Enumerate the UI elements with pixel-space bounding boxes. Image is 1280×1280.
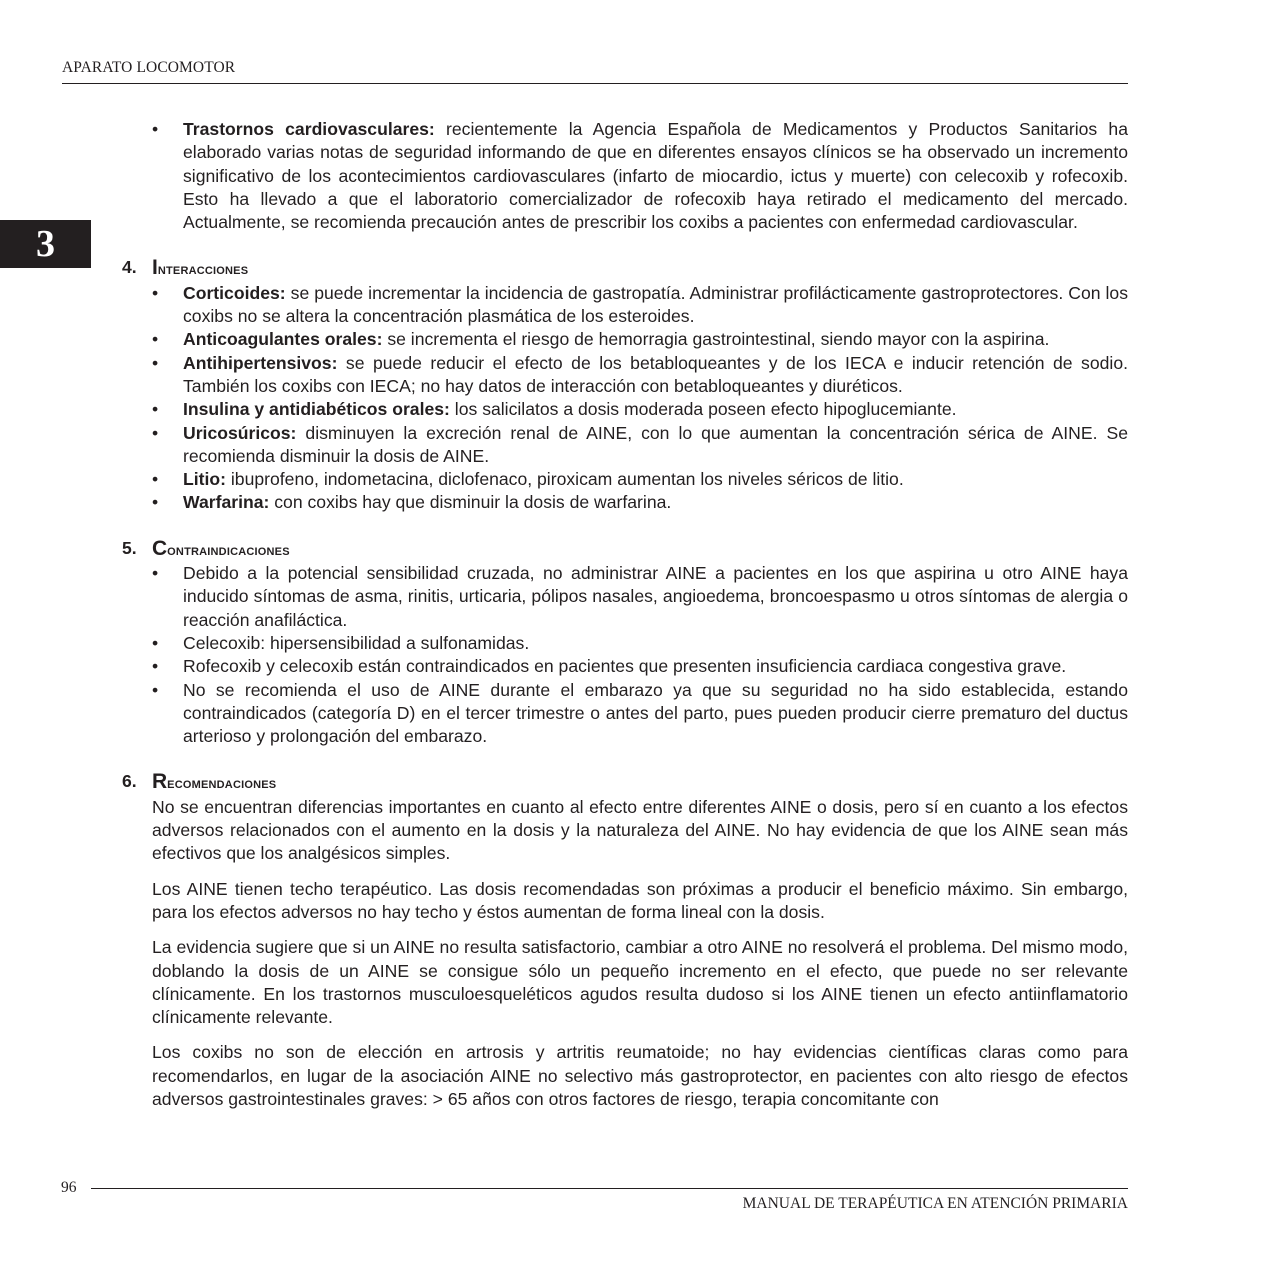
page-content <box>122 118 1128 1123</box>
section-title-initial: C <box>152 536 168 560</box>
section-number: 4. <box>122 257 137 278</box>
section-number: 5. <box>122 537 137 558</box>
section-heading <box>122 537 1128 562</box>
header-rule <box>62 83 1128 84</box>
list-item <box>152 352 1128 399</box>
bullet-lead: Anticoagulantes orales: <box>183 329 383 350</box>
bullet-icon: • <box>152 422 159 443</box>
section-title-initial: R <box>152 770 168 794</box>
paragraph: La evidencia sugiere que si un AINE no resulta satisfactorio, cambiar a otro AINE no resolverá el problema. Del mismo modo, doblando la dosis de un AINE se consigue sólo un pequeño incremento en el efecto, que puede no ser relevante clínicamente. En los trastornos musculoesqueléticos agudos resulta dudoso si los AINE tienen un efecto antiinflamatorio clínicamente relevante. <box>152 937 1128 1028</box>
section-title-rest: nteracciones <box>157 261 249 279</box>
footer-rule <box>91 1188 1128 1189</box>
list-item <box>152 282 1128 329</box>
bullet-text: Debido a la potencial sensibilidad cruzada, no administrar AINE a pacientes en los que aspirina u otro AINE haya inducido síntomas de asma, rinitis, urticaria, pólipos nasales, angioedema, broncoespasmo u otros síntomas de alergia o reacción anafiláctica. <box>183 563 1128 630</box>
list-item <box>152 679 1128 749</box>
bullet-lead: Litio: <box>183 469 226 490</box>
bullet-text: con coxibs hay que disminuir la dosis de warfarina. <box>269 492 672 513</box>
list-item <box>152 328 1128 351</box>
bullet-lead: Antihipertensivos: <box>183 352 338 373</box>
section-contraindicaciones <box>122 537 1128 749</box>
bullet-lead: Uricosúricos: <box>183 422 297 443</box>
bullet-icon: • <box>152 119 159 139</box>
bullet-lead: Corticoides: <box>183 282 286 303</box>
bullet-icon: • <box>152 656 159 677</box>
bullet-icon: • <box>152 492 159 513</box>
list-item <box>152 422 1128 469</box>
intro-bullet-list <box>122 118 1128 234</box>
paragraph: No se encuentran diferencias importantes en cuanto al efecto entre diferentes AINE o dosis, pero sí en cuanto a los efectos adversos relacionados con el aumento en la dosis y la naturaleza del AINE. No hay evidencia de que los AINE sean más efectivos que los analgésicos simples. <box>152 796 1128 864</box>
page-number: 96 <box>61 1179 77 1196</box>
list-item <box>152 655 1128 678</box>
paragraph: Los coxibs no son de elección en artrosis y artritis reumatoide; no hay evidencias científicas claras como para recomendarlos, en lugar de la asociación AINE no selectivo más gastroprotector, en pacientes con alto riesgo de efectos adversos gastrointestinales graves: > 65 años con otros factores de riesgo, terapia concomitante con <box>152 1042 1128 1109</box>
bullet-text: se puede reducir el efecto de los betabloqueantes y de los IECA e inducir retención de sodio. También los coxibs con IECA; no hay datos de interacción con betabloqueantes y diuréticos. <box>183 352 1128 396</box>
list-item <box>152 562 1128 632</box>
bullet-icon: • <box>152 469 159 490</box>
interacciones-list <box>122 282 1128 515</box>
bullet-icon: • <box>152 329 159 350</box>
section-recomendaciones <box>122 770 1128 1111</box>
bullet-lead: Trastornos cardiovasculares: <box>183 119 435 139</box>
bullet-text: Rofecoxib y celecoxib están contraindicados en pacientes que presenten insuficiencia cardiaca congestiva grave. <box>183 656 1067 677</box>
bullet-icon: • <box>152 399 159 420</box>
section-title-rest: ontraindicaciones <box>167 541 290 559</box>
bullet-icon: • <box>152 282 159 303</box>
running-head: APARATO LOCOMOTOR <box>62 59 236 76</box>
section-title-initial: I <box>152 256 158 280</box>
list-item <box>152 632 1128 655</box>
footer-book-title: MANUAL DE TERAPÉUTICA EN ATENCIÓN PRIMARIA <box>742 1195 1128 1212</box>
bullet-icon: • <box>152 679 159 700</box>
paragraph: Los AINE tienen techo terapéutico. Las dosis recomendadas son próximas a producir el beneficio máximo. Sin embargo, para los efectos adversos no hay techo y éstos aumentan de forma lineal con la dosis. <box>152 878 1128 922</box>
bullet-text: disminuyen la excreción renal de AINE, con lo que aumentan la concentración sérica de AINE. Se recomienda disminuir la dosis de AINE. <box>183 422 1128 466</box>
recomendaciones-body <box>122 796 1128 1112</box>
bullet-lead: Warfarina: <box>183 492 270 513</box>
bullet-text: No se recomienda el uso de AINE durante el embarazo ya que su seguridad no ha sido establecida, estando contraindicados (categoría D) en el tercer trimestre o antes del parto, pues pueden producir cierre prematuro del ductus arterioso y prolongación del embarazo. <box>183 679 1128 747</box>
bullet-icon: • <box>152 632 159 653</box>
bullet-icon: • <box>152 352 159 373</box>
list-item <box>152 468 1128 491</box>
section-number: 6. <box>122 771 137 792</box>
bullet-text: se incrementa el riesgo de hemorragia gastrointestinal, siendo mayor con la aspirina. <box>382 329 1050 350</box>
section-interacciones <box>122 256 1128 514</box>
bullet-text: ibuprofeno, indometacina, diclofenaco, piroxicam aumentan los niveles séricos de litio. <box>226 469 904 490</box>
section-title-rest: ecomendaciones <box>167 775 277 793</box>
list-item <box>152 398 1128 421</box>
chapter-tab: 3 <box>0 220 91 268</box>
section-heading <box>122 770 1128 795</box>
bullet-text: los salicilatos a dosis moderada poseen efecto hipoglucemiante. <box>449 399 957 420</box>
bullet-icon: • <box>152 563 159 584</box>
list-item <box>152 491 1128 514</box>
bullet-text: Celecoxib: hipersensibilidad a sulfonamidas. <box>183 632 530 653</box>
section-heading <box>122 256 1128 281</box>
bullet-lead: Insulina y antidiabéticos orales: <box>183 399 450 420</box>
contraindicaciones-list <box>122 562 1128 748</box>
bullet-text: se puede incrementar la incidencia de gastropatía. Administrar profilácticamente gastroprotectores. Con los coxibs no se altera la concentración plasmática de los esteroides. <box>183 282 1128 327</box>
bullet-text: recientemente la Agencia Española de Medicamentos y Productos Sanitarios ha elaborado varias notas de seguridad informando de que en diferentes ensayos clínicos se ha observado un incremento significativo de los acontecimientos cardiovasculares (infarto de miocardio, ictus y muerte) con celecoxib y rofecoxib. Esto ha llevado a que el laboratorio comercializador de rofecoxib haya retirado el medicamento del mercado. Actualmente, se recomienda precaución antes de prescribir los coxibs a pacientes con enfermedad cardiovascular. <box>183 119 1128 233</box>
list-item <box>152 118 1128 234</box>
